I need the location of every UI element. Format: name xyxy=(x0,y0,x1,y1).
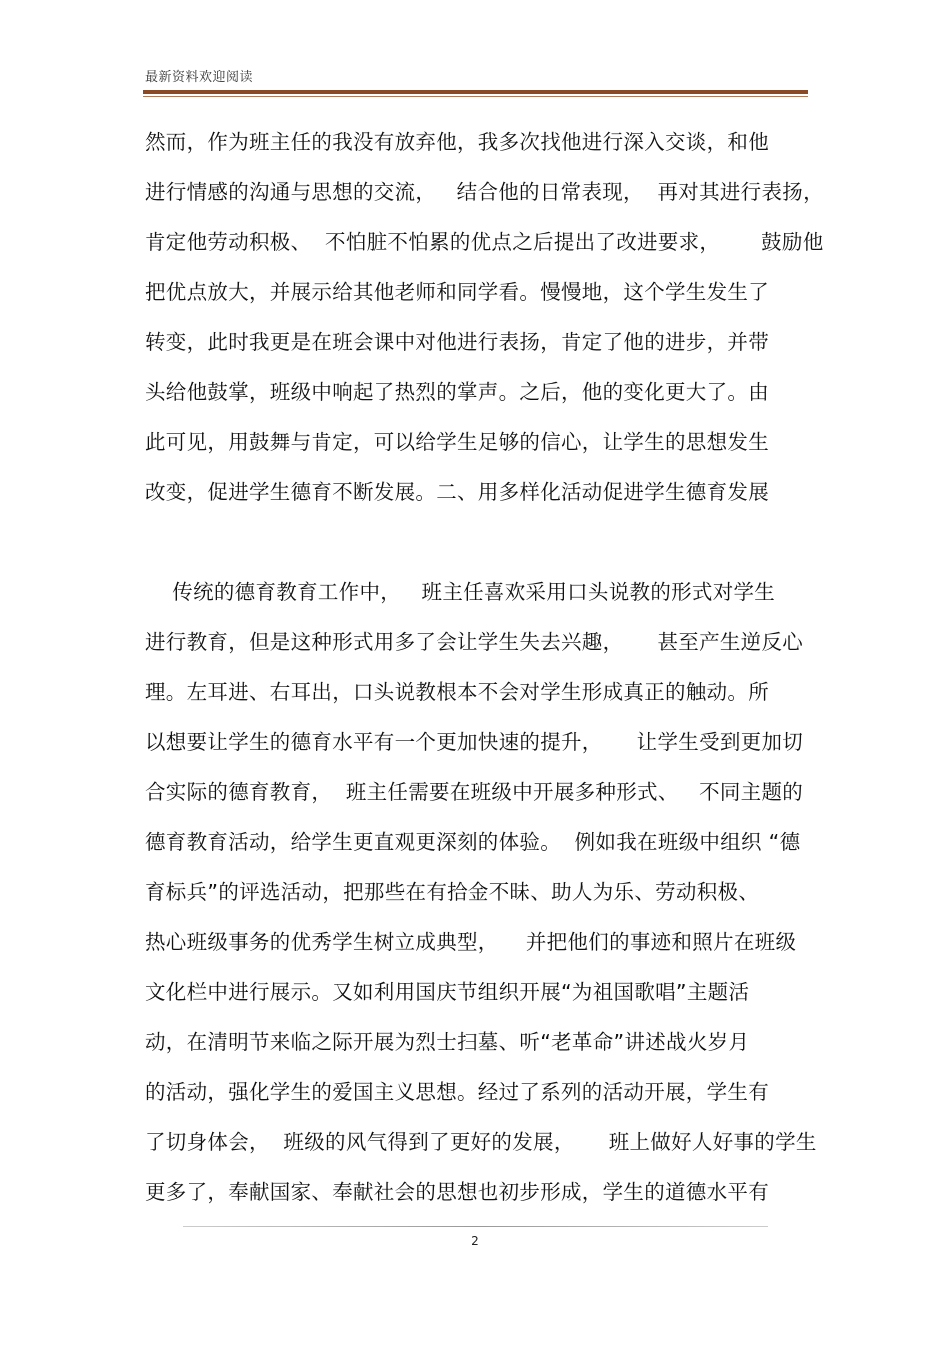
text-line: 更多了，奉献国家、奉献社会的思想也初步形成，学生的道德水平有 xyxy=(145,1180,769,1204)
text-line: 的活动，强化学生的爱国主义思想。经过了系列的活动开展，学生有 xyxy=(145,1080,769,1104)
footer-divider xyxy=(183,1226,768,1227)
text-line: 传统的德育教育工作中， 班主任喜欢采用口头说教的形式对学生 xyxy=(145,580,776,604)
header-divider-thin xyxy=(143,96,808,97)
text-line: 文化栏中进行展示。又如利用国庆节组织开展“为祖国歌唱”主题活 xyxy=(145,980,750,1004)
header-divider-thick xyxy=(143,90,808,94)
text-line: 转变，此时我更是在班会课中对他进行表扬，肯定了他的进步，并带 xyxy=(145,330,769,354)
text-line: 把优点放大，并展示给其他老师和同学看。慢慢地，这个学生发生了 xyxy=(145,280,769,304)
text-line: 合实际的德育教育， 班主任需要在班级中开展多种形式、 不同主题的 xyxy=(145,780,804,804)
text-line: 头给他鼓掌，班级中响起了热烈的掌声。之后，他的变化更大了。由 xyxy=(145,380,769,404)
text-line: 改变，促进学生德育不断发展。二、用多样化活动促进学生德育发展 xyxy=(145,480,769,504)
text-line: 动，在清明节来临之际开展为烈士扫墓、听“老革命”讲述战火岁月 xyxy=(145,1030,750,1054)
text-line: 进行情感的沟通与思想的交流， 结合他的日常表现， 再对其进行表扬， xyxy=(145,180,824,204)
text-line: 进行教育，但是这种形式用多了会让学生失去兴趣， 甚至产生逆反心 xyxy=(145,630,804,654)
text-line: 理。左耳进、右耳出，口头说教根本不会对学生形成真正的触动。所 xyxy=(145,680,769,704)
text-line: 此可见，用鼓舞与肯定，可以给学生足够的信心，让学生的思想发生 xyxy=(145,430,769,454)
text-line: 以想要让学生的德育水平有一个更加快速的提升， 让学生受到更加切 xyxy=(145,730,804,754)
text-line: 育标兵”的评选活动，把那些在有拾金不昧、助人为乐、劳动积极、 xyxy=(145,880,760,904)
text-line: 了切身体会， 班级的风气得到了更好的发展， 班上做好人好事的学生 xyxy=(145,1130,817,1154)
text-line: 热心班级事务的优秀学生树立成典型， 并把他们的事迹和照片在班级 xyxy=(145,930,797,954)
text-line: 肯定他劳动积极、 不怕脏不怕累的优点之后提出了改进要求， 鼓励他 xyxy=(145,230,824,254)
text-line: 然而，作为班主任的我没有放弃他，我多次找他进行深入交谈，和他 xyxy=(145,130,769,154)
page-header-text: 最新资料欢迎阅读 xyxy=(145,70,254,85)
page-number: 2 xyxy=(471,1234,479,1248)
text-line: 德育教育活动，给学生更直观更深刻的体验。 例如我在班级中组织 “德 xyxy=(145,830,801,854)
